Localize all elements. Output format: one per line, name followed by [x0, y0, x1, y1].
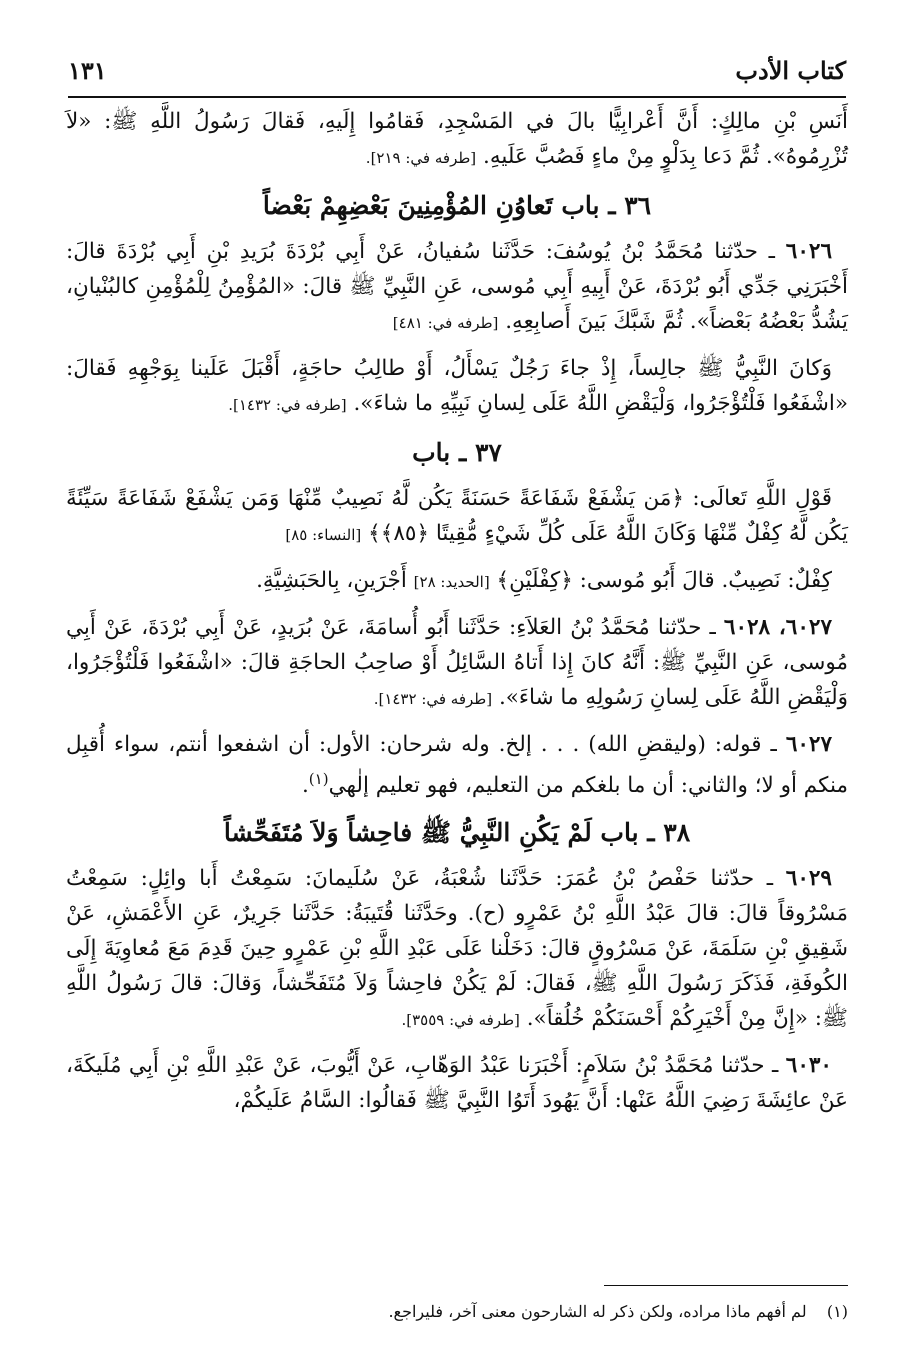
chapter-heading-37: ٣٧ ـ باب: [412, 438, 502, 467]
kifl-end: أَجْرَينِ، بِالحَبَشِيَّةِ.: [256, 568, 407, 593]
hadith-6026: [66, 234, 848, 341]
hadith-number: ٦٠٢٩: [785, 866, 832, 892]
quran-verse-paragraph: [66, 481, 848, 553]
footnote: [66, 1302, 848, 1321]
continued-hadith: [66, 104, 848, 176]
footnote-marker: (١): [826, 1302, 848, 1321]
hadith-6030: [66, 1048, 848, 1118]
hadith-number: ٦٠٢٧، ٦٠٢٨: [723, 615, 832, 640]
hadith-6026-continuation: [66, 351, 848, 423]
cross-reference: [طرفه في: ١٤٣٢].: [228, 396, 347, 414]
hadith-text: ـ حدّثنا مُحَمَّدُ بْنُ يُوسُفَ: حَدَّثَنا سُفيانُ، عَنْ أَبِي بُرْدَةَ بُرَيدِ بْنِ أَبِي بُرْدَةَ قالَ: أَخْبَرَنِي جَدِّي أَبُو بُرْدَةَ، عَنْ أَبِيهِ أَبِي مُوسى، عَنِ النَّبِيِّ ﷺ قالَ: «المُؤْمِنُ لِلْمُؤْمِنِ كالبُنْيانِ، يَشُدُّ بَعْضُهُ بَعْضاً». ثُمَّ شَبَّكَ بَينَ أَصابِعِهِ.: [66, 239, 848, 334]
hadith-text: وَكانَ النَّبِيُّ ﷺ جالِساً، إِذْ جاءَ رَجُلٌ يَسْأَلُ، أَوْ طالِبُ حاجَةٍ، أَقْبَلَ عَلَينا بِوَجْهِهِ فَقالَ: «اشْفَعُوا فَلْتُؤْجَرُوا، وَلْيَقْضِ اللَّهُ عَلَى لِسانِ نَبِيِّهِ ما شاءَ».: [66, 356, 848, 416]
verse-reference: [النساء: ٨٥]: [285, 526, 362, 544]
hadith-text: ـ حدّثنا مُحَمَّدُ بْنُ سَلاَمٍ: أَخْبَرَنا عَبْدُ الوَهّابِ، عَنْ أَيُّوبَ، عَنْ عَبْدِ اللَّهِ بْنِ أَبِي مُلَيكَةَ، عَنْ عائِشَةَ رَضِيَ اللَّهُ عَنْها: أَنَّ يَهُودَ أَتَوُا النَّبِيَّ ﷺ فَقالُوا: السَّامُ عَلَيكُمْ،: [66, 1053, 848, 1114]
continued-text: أَنَسِ بْنِ مالِكٍ: أَنَّ أَعْرابِيًّا بالَ في المَسْجِدِ، فَقامُوا إِلَيهِ، فَقالَ رَسُولُ اللَّهِ ﷺ: «لاَ تُزْرِمُوهُ». ثُمَّ دَعا بِدَلْوٍ مِنْ ماءٍ فَصُبَّ عَلَيهِ.: [66, 109, 848, 169]
cross-reference: [طرفه في: ٣٥٥٩].: [401, 1011, 520, 1030]
cross-reference: [طرفه في: ٤٨١]: [392, 314, 499, 332]
kifl-text: كِفْلٌ: نَصِيبٌ. قالَ أَبُو مُوسى: ﴿كِفْلَيْنِ﴾: [496, 568, 832, 593]
hadith-number: ٦٠٣٠: [785, 1053, 832, 1079]
book-title: كتاب الأدب: [735, 56, 846, 85]
hadith-number: ٦٠٢٧: [785, 732, 833, 757]
page-body: [66, 104, 848, 1128]
hadith-text: ـ حدّثنا حَفْصُ بْنُ عُمَرَ: حَدَّثَنا شُعْبَةُ، عَنْ سُلَيمانَ: سَمِعْتُ أَبا وائِلٍ: سَمِعْتُ مَسْرُوقاً قالَ: قالَ عَبْدُ اللَّهِ بْنُ عَمْرٍو (ح). وحَدَّثَنا قُتَيبَةُ: حَدَّثَنا جَرِيرٌ، عَنِ الأَعْمَشِ، عَنْ شَقِيقِ بْنِ سَلَمَةَ، عَنْ مَسْرُوقٍ قالَ: دَخَلْنا عَلَى عَبْدِ اللَّهِ بْنِ عَمْرٍو حِينَ قَدِمَ مَعَ مُعاوِيَةَ إِلَى الكُوفَةِ، فَذَكَرَ رَسُولَ اللَّهِ ﷺ، فَقالَ: لَمْ يَكُنْ فاحِشاً وَلاَ مُتَفَحِّشاً، وَقالَ: قالَ رَسُولُ اللَّهِ ﷺ: «إِنَّ مِنْ أَخْيَرِكُمْ أَحْسَنَكُمْ خُلُقاً».: [66, 866, 848, 1032]
kifl-explanation: [66, 563, 848, 600]
page-header: [68, 52, 846, 94]
footnote-text: لم أفهم ماذا مراده، ولكن ذكر له الشارحون معنى آخر، فليراجع.: [388, 1302, 807, 1321]
page-number: ١٣١: [68, 56, 107, 85]
header-rule: [68, 96, 846, 98]
footnote-rule: [604, 1285, 848, 1286]
verse-text: قَوْلِ اللَّهِ تَعالَى: ﴿مَن يَشْفَعْ شَفَاعَةً حَسَنَةً يَكُن لَّهُ نَصِيبٌ مِّنْهَا وَمَن يَشْفَعْ شَفَاعَةً سَيِّئَةً يَكُن لَّهُ كِفْلٌ مِّنْهَا وَكَانَ اللَّهُ عَلَى كُلِّ شَيْءٍ مُّقِيتًا ﴿٨٥﴾﴾: [66, 486, 848, 546]
hadith-text: ـ حدّثنا مُحَمَّدُ بْنُ العَلاَءِ: حَدَّثَنا أَبُو أُسامَةَ، عَنْ بُرَيدٍ، عَنْ أَبِي بُرْدَةَ، عَنْ أَبِي مُوسى، عَنِ النَّبِيِّ ﷺ: أَنَّهُ كانَ إِذا أَتاهُ السَّائِلُ أَوْ صاحِبُ الحاجَةِ قالَ: «اشْفَعُوا فَلْتُؤْجَرُوا، وَلْيَقْضِ اللَّهُ عَلَى لِسانِ رَسُولِهِ ما شاءَ».: [66, 615, 848, 710]
footnote-marker: (١): [308, 770, 329, 788]
chapter-heading-38: ٣٨ ـ باب لَمْ يَكُنِ النَّبِيُّ ﷺ فاحِشاً وَلاَ مُتَفَحِّشاً: [223, 818, 691, 848]
cross-reference: [طرفه في: ١٤٣٢].: [373, 690, 493, 708]
hadith-6027: [66, 610, 848, 717]
chapter-heading-36: ٣٦ ـ باب تَعاوُنِ المُؤْمِنِينَ بَعْضِهِمْ بَعْضاً: [262, 191, 652, 220]
cross-reference: [طرفه في: ٢١٩].: [365, 149, 477, 167]
hadith-6029: [66, 861, 848, 1038]
commentary-text: ـ قوله: (وليقضِ الله) . . . إلخ. وله شرحان: الأول: أن اشفعوا أنتم، سواء أُقبِل منكم أو لا؛ والثاني: أن ما بلغكم من التعليم، فهو تعليم إلٰهي: [66, 732, 848, 799]
hadith-number: ٦٠٢٦: [785, 239, 832, 264]
verse-reference: [الحديد: ٢٨]: [413, 573, 490, 591]
commentary-6027: ٦٠٢٧ ـ قوله: (وليقضِ الله) . . . إلخ. وله شرحان: الأول: أن اشفعوا أنتم، سواء أُقبِل منكم أو لا؛ والثاني: أن ما بلغكم من التعليم، فهو تعليم إلٰهي$^{(١)}$.: [66, 732, 848, 799]
